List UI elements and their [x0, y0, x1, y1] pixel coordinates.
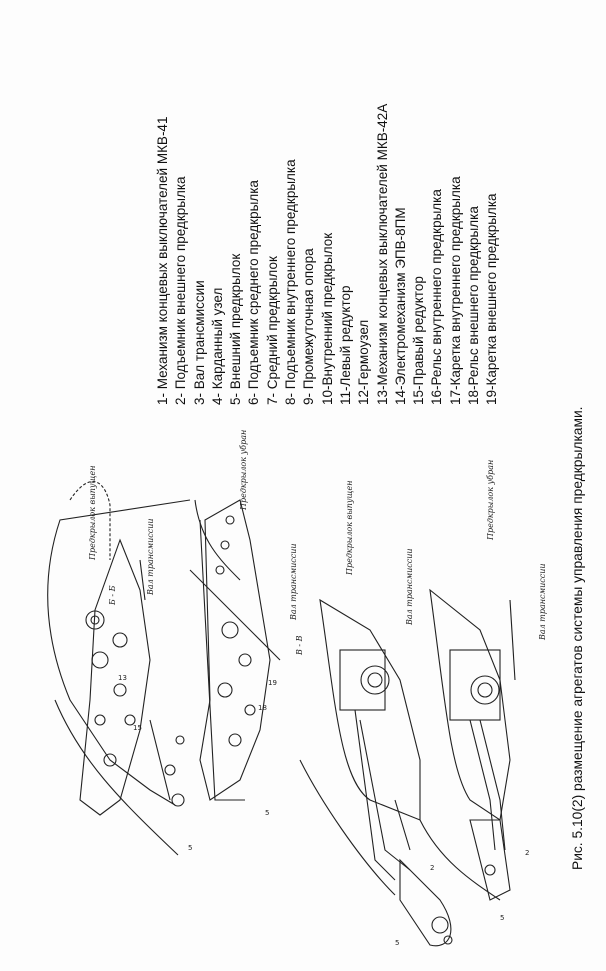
legend-item: 14-Электромеханизм ЭПВ-8ПМ — [392, 207, 408, 405]
callout-5-c: 5 — [395, 939, 400, 947]
legend-item: 11-Левый редуктор — [337, 285, 353, 405]
callout-5-a: 5 — [188, 844, 193, 852]
legend-item: 2- Подъемник внешнего предкрылка — [173, 176, 189, 405]
legend-item: 15-Правый редуктор — [411, 276, 427, 405]
callout-5-d: 5 — [500, 914, 505, 922]
slat-extended-bottom-label: Предкрылок выпущен — [345, 480, 354, 575]
callout-2-b: 2 — [525, 849, 530, 857]
legend-item: 17-Каретка внутреннего предкрылка — [447, 176, 463, 405]
slat-extended-top-label: Предкрылок выпущен — [88, 465, 97, 560]
drawing-vv-extended — [300, 600, 452, 946]
legend-item: 6- Подъемник среднего предкрылка — [246, 180, 262, 405]
legend-item: 12-Гермоузел — [356, 319, 372, 405]
legend-item: 13-Механизм концевых выключателей МКВ-42А — [374, 103, 390, 405]
legend-item: 7- Средний предкрылок — [264, 256, 280, 405]
legend-item: 9- Промежуточная опора — [301, 248, 317, 405]
slat-retracted-bottom-label: Предкрылок убран — [486, 459, 495, 540]
legend-list — [154, 5, 500, 405]
legend-item: 18-Рельс внешнего предкрылка — [466, 206, 482, 405]
callout-13: 13 — [118, 674, 127, 682]
drawing-bb-retracted — [190, 500, 280, 800]
legend-item: 19-Каретка внешнего предкрылка — [484, 193, 500, 405]
shaft-label-3: Вал трансмиссии — [405, 548, 414, 625]
callout-19: 19 — [268, 679, 277, 687]
legend-item: 5- Внешний предкрылок — [228, 253, 244, 405]
shaft-label-4: Вал трансмиссии — [538, 563, 547, 640]
legend-item: 8- Подъемник внутреннего предкрылка — [283, 159, 299, 405]
slat-retracted-top-label: Предкрылок убран — [239, 429, 248, 510]
legend-item: 10-Внутренний предкрылок — [319, 232, 335, 405]
legend-item: 4- Карданный узел — [209, 287, 225, 405]
legend-item: 1- Механизм концевых выключателей МКВ-41 — [155, 116, 170, 405]
legend-item: 3- Вал трансмиссии — [191, 280, 207, 405]
figure-caption: Рис. 5.10(2) размещение агрегатов системы управления предкрылками. — [570, 406, 585, 870]
legend-item: 16-Рельс внутреннего предкрылка — [429, 189, 445, 405]
drawing-bb-extended — [48, 481, 193, 855]
callout-15: 15 — [133, 724, 142, 732]
section-bb-label: Б - Б — [108, 585, 117, 605]
shaft-label-2: Вал трансмиссии — [289, 543, 298, 620]
callout-5-b: 5 — [265, 809, 270, 817]
section-vv-label: В - В — [295, 635, 304, 655]
drawing-vv-retracted — [420, 590, 515, 900]
callout-18: 18 — [258, 704, 267, 712]
shaft-label-1: Вал трансмиссии — [146, 518, 155, 595]
callout-2-a: 2 — [430, 864, 435, 872]
